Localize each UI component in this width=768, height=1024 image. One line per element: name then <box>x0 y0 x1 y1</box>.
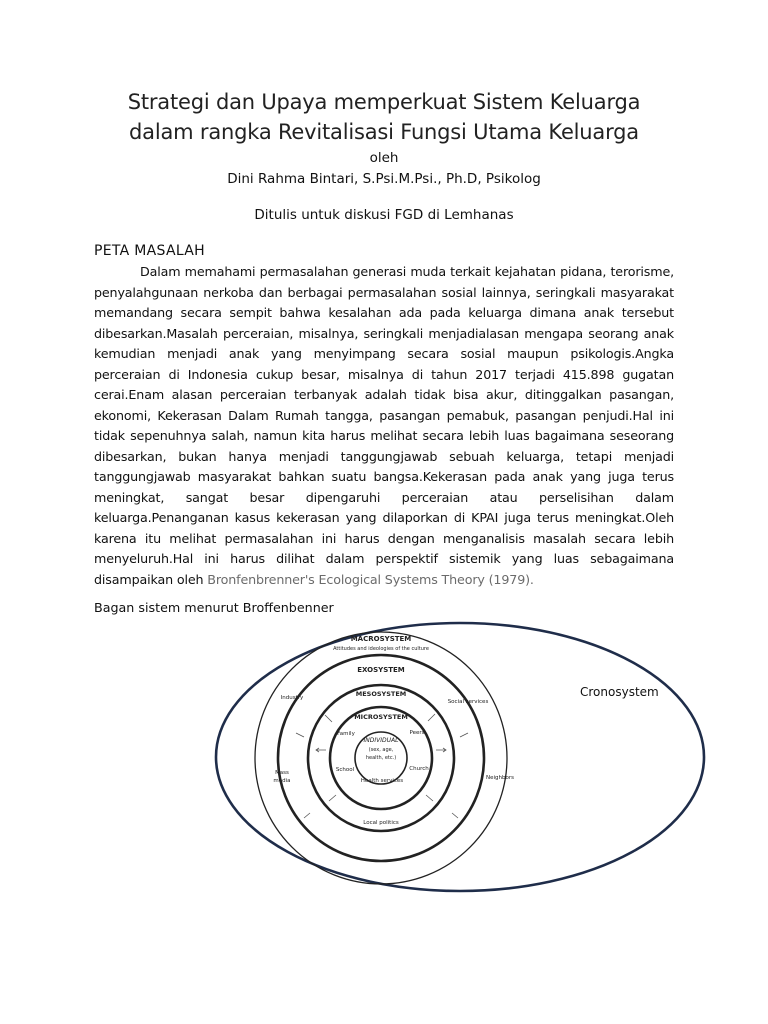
cronosystem-label: Cronosystem <box>580 685 659 699</box>
byline-oleh: oleh <box>369 150 399 166</box>
microsystem-label: MICROSYSTEM <box>354 713 408 721</box>
exosystem-label: EXOSYSTEM <box>357 666 405 674</box>
cronosystem-ellipse <box>216 623 704 891</box>
macrosystem-label: MACROSYSTEM <box>350 635 412 643</box>
arrow-top-right <box>428 714 435 721</box>
individual-sublabel-2: health, etc.) <box>365 755 397 761</box>
mass-media-label-2: media <box>273 778 291 784</box>
arrow-lower-far-left <box>304 813 310 818</box>
arrow-far-left <box>296 733 304 737</box>
mass-media-label-1: Mass <box>275 770 289 776</box>
citation-period: . <box>529 571 534 587</box>
ecological-systems-diagram <box>214 617 734 897</box>
health-services-label: Health services <box>360 778 404 784</box>
arrow-bottom-left <box>329 795 336 801</box>
section-heading: PETA MASALAH <box>94 243 205 259</box>
title-line-2: dalam rangka Revitalisasi Fungsi Utama Keluarga <box>129 120 639 144</box>
social-services-label: Social services <box>447 699 489 705</box>
individual-sublabel-1: (sex, age, <box>368 747 394 753</box>
neighbors-label: Neighbors <box>486 775 514 781</box>
school-label: School <box>335 767 355 773</box>
author-name: Dini Rahma Bintari, S.Psi.M.Psi., Ph.D, Psikolog <box>227 171 541 187</box>
arrow-bottom-right <box>426 795 433 801</box>
family-label: Family <box>337 731 355 737</box>
mesosystem-label: MESOSYSTEM <box>355 690 407 698</box>
peers-label: Peers <box>409 730 425 736</box>
figure-caption: Bagan sistem menurut Broffenbenner <box>94 600 334 615</box>
industry-label: Industry <box>280 695 304 701</box>
diagram-svg <box>214 617 734 897</box>
paragraph-text: Dalam memahami permasalahan generasi muda terkait kejahatan pidana, terorisme, penyalahgunaan nerkoba dan berbagai permasalahan sosial lainnya, seringkali masyarakat memandang secara sempit bahwa kesalahan ada pada keluarga dimana anak tersebut dibesarkan.Masalah perceraian, misalnya, seringkali menjadialasan mengapa seorang anak kemudian menjadi anak yang menyimpang secara sosial maupun psikologis.Angka perceraian di Indonesia cukup besar, misalnya di tahun 2017 terjadi 415.898 gugatan cerai.Enam alasan perceraian terbanyak adalah tidak bisa akur, ditinggalkan pasangan, ekonomi, Kekerasan Dalam Rumah tangga, pasangan pemabuk, pasangan penjudi.Hal ini tidak sepenuhnya salah, namun kita harus melihat secara lebih luas bagaimana seseorang dibesarkan, bukan hanya menjadi tanggungjawab sebuah keluarga, tetapi menjadi tanggungjawab masyarakat bahkan suatu bangsa.Kekerasan pada anak yang juga terus meningkat, sangat besar dipengaruhi perceraian atau perselisihan dalam keluarga.Penanganan kasus kekerasan yang dilaporkan di KPAI juga terus meningkat.Oleh karena itu melihat permasalahan ini harus dengan menganalisis masalah secara lebih menyeluruh.Hal ini harus dilihat dalam perspektif sistemik yang luas sebagaimana disampaikan oleh <box>94 264 674 587</box>
title-line-1: Strategi dan Upaya memperkuat Sistem Keluarga <box>127 90 641 114</box>
local-politics-label: Local politics <box>363 820 399 826</box>
purpose-line: Ditulis untuk diskusi FGD di Lemhanas <box>254 207 514 223</box>
church-label: Church <box>409 766 429 772</box>
citation-link[interactable]: Bronfenbrenner's Ecological Systems Theory (1979) <box>207 571 530 587</box>
individual-label: INDIVIDUAL <box>363 737 399 744</box>
arrow-left <box>316 748 326 752</box>
macrosystem-sublabel: Attitudes and ideologies of the culture <box>333 646 429 652</box>
arrow-far-right <box>460 733 468 737</box>
body-paragraph <box>94 262 674 590</box>
arrow-top-left <box>325 715 332 722</box>
arrow-lower-far-right <box>452 813 458 818</box>
arrow-right <box>436 748 446 752</box>
